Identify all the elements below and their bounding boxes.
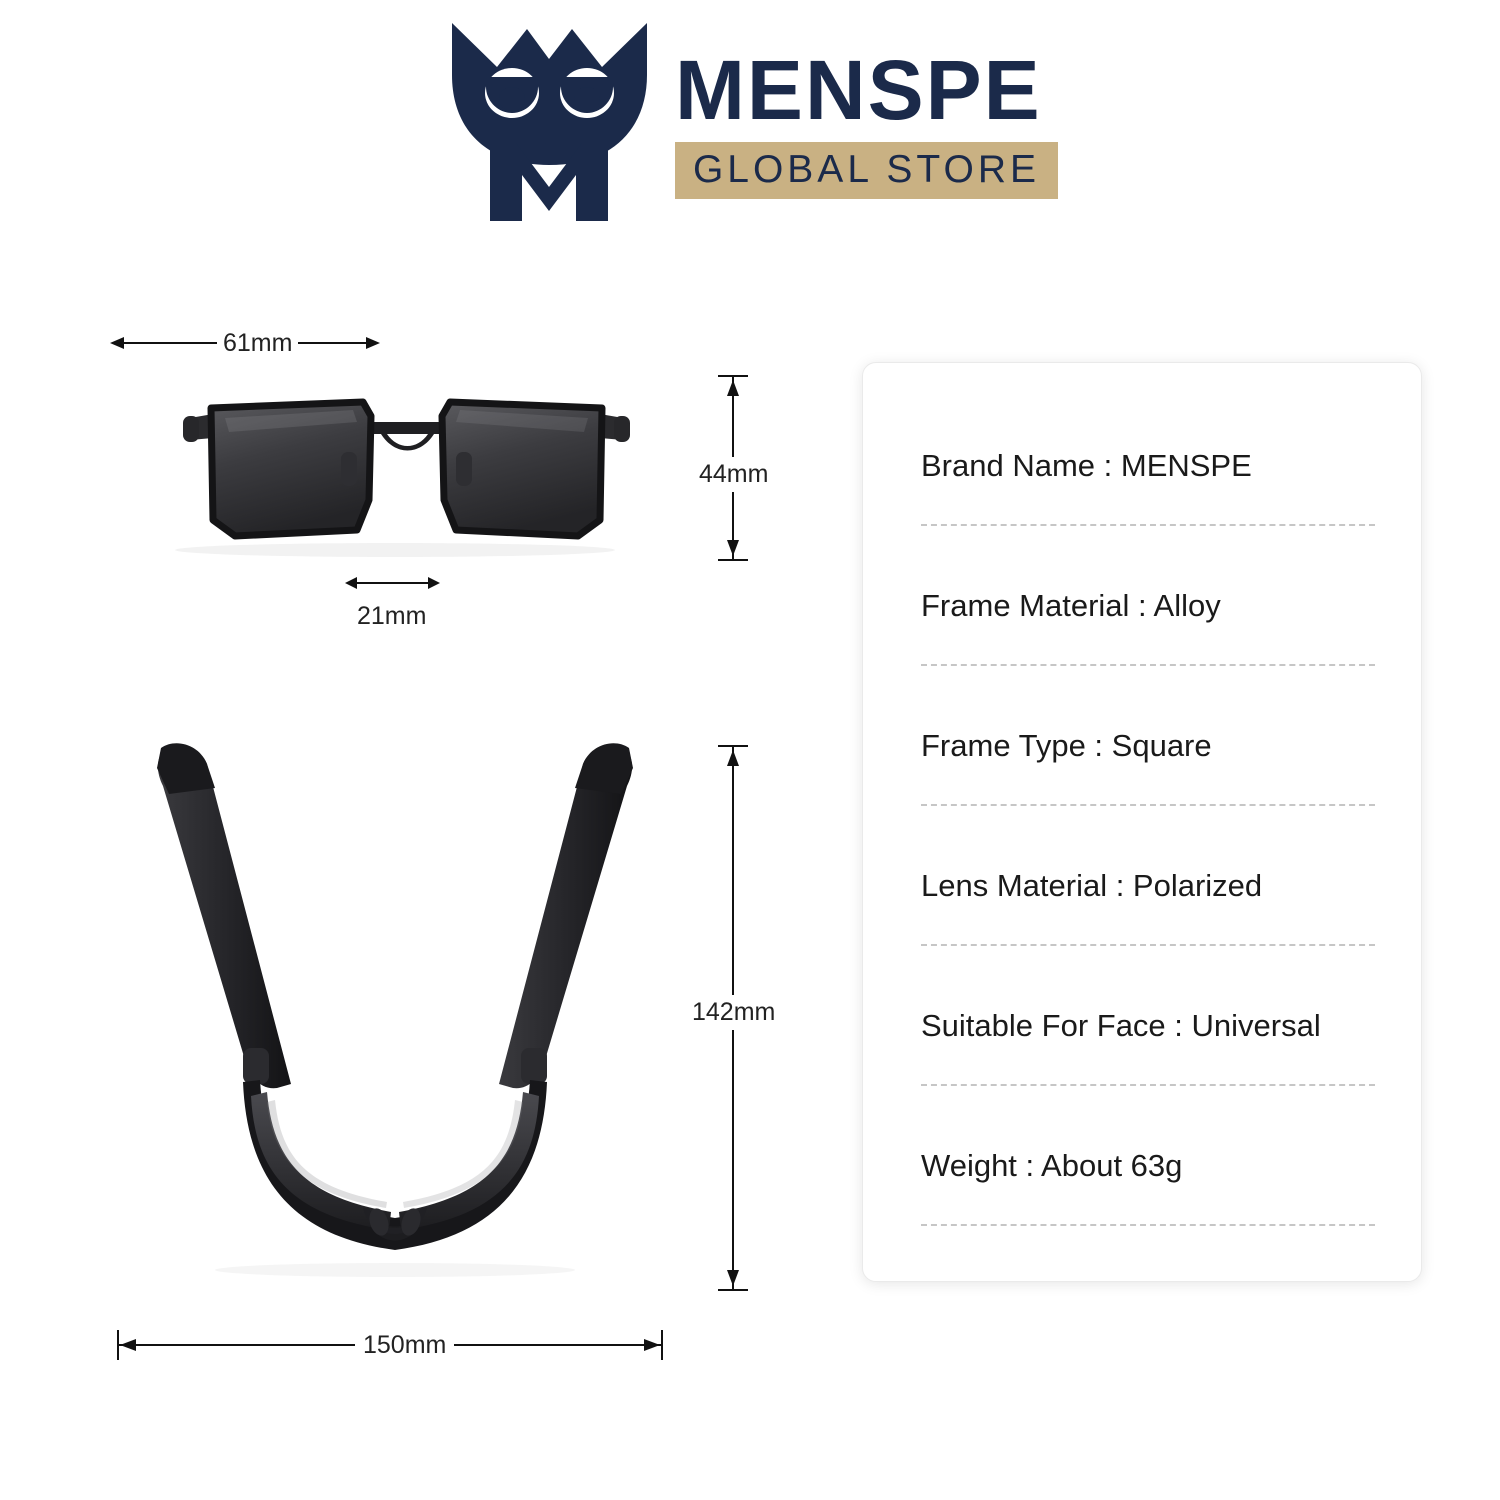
spec-row: [921, 867, 1375, 1007]
top-width-label: 150mm: [355, 1331, 454, 1360]
spec-row: [921, 1007, 1375, 1147]
lens-width-label: 21mm: [357, 602, 427, 630]
front-height-label: 44mm: [695, 457, 772, 492]
top-length-label: 142mm: [688, 995, 779, 1030]
spec-divider: [921, 804, 1375, 806]
spec-card: [862, 362, 1422, 1282]
sunglasses-top-view: [95, 730, 695, 1310]
spec-lens-material: Lens Material : Polarized: [921, 868, 1263, 903]
brand-header: [0, 0, 1500, 240]
spec-divider: [921, 524, 1375, 526]
spec-row: [921, 587, 1375, 727]
spec-divider: [921, 664, 1375, 666]
spec-brand-name: Brand Name : MENSPE: [921, 448, 1252, 483]
spec-divider: [921, 1224, 1375, 1226]
brand-tagline: GLOBAL STORE: [692, 147, 1041, 191]
spec-row: [921, 1147, 1375, 1287]
spec-frame-material: Frame Material : Alloy: [921, 588, 1221, 623]
tagline-bar: [675, 142, 1058, 199]
product-diagrams: [0, 250, 840, 1450]
spec-divider: [921, 1084, 1375, 1086]
front-width-label: 61mm: [217, 329, 298, 358]
spec-divider: [921, 944, 1375, 946]
spec-frame-type: Frame Type : Square: [921, 728, 1212, 763]
sunglasses-front-view: [95, 360, 695, 560]
wordmark-block: [675, 42, 1058, 199]
spec-weight: Weight : About 63g: [921, 1148, 1183, 1183]
logo-lockup: [442, 15, 1058, 225]
spec-suitable-for-face: Suitable For Face : Universal: [921, 1008, 1321, 1043]
spec-row: [921, 447, 1375, 587]
lens-width-arrow: [345, 570, 440, 596]
brand-name: MENSPE: [674, 42, 1042, 137]
owl-logo-icon: [442, 15, 657, 225]
spec-row: [921, 727, 1375, 867]
